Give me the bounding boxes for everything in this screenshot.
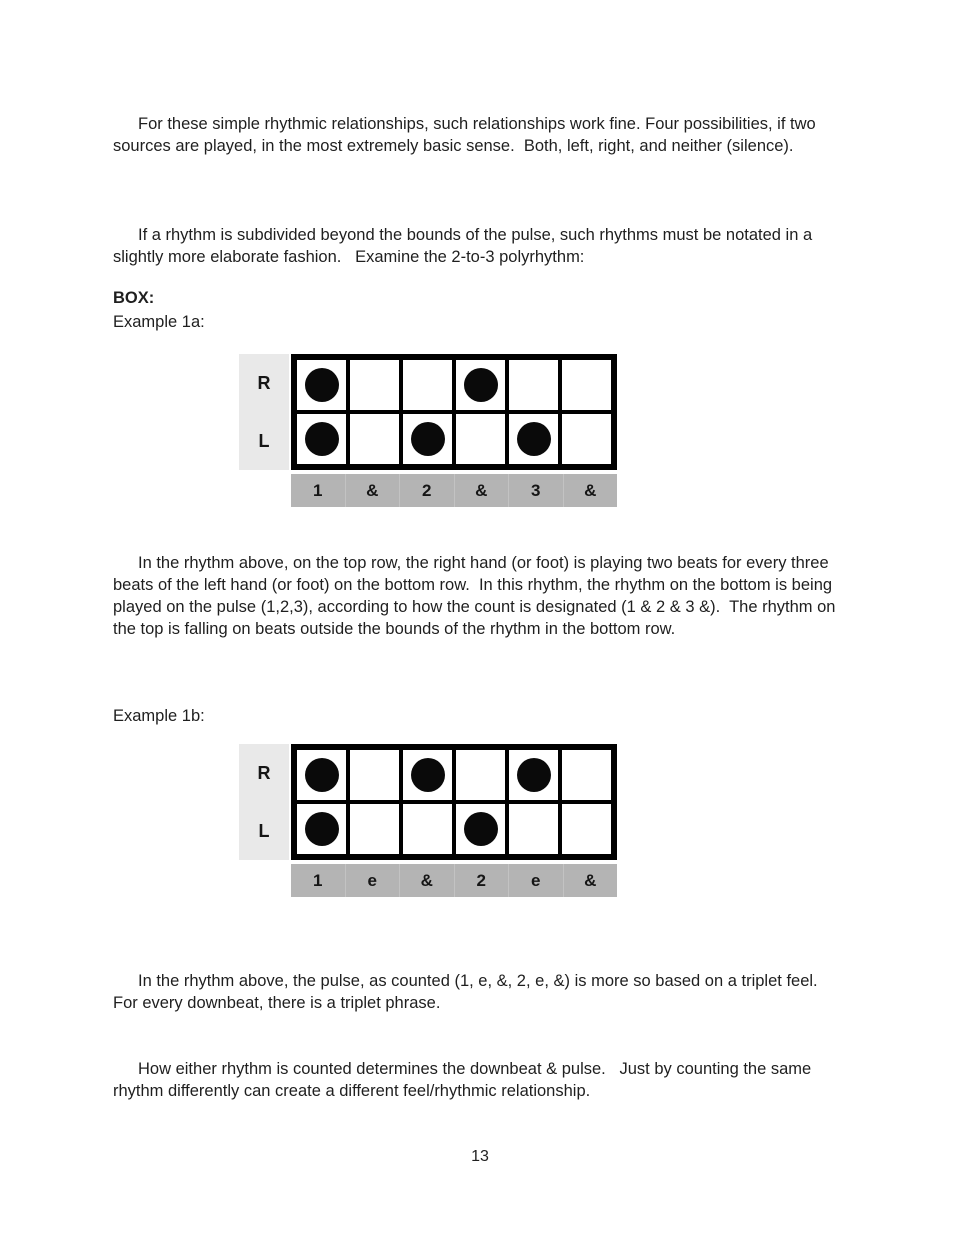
count-label: & (399, 864, 454, 897)
beat-cell-empty (507, 802, 560, 856)
hand-label-column-1b (239, 744, 289, 860)
beat-cell-empty (454, 412, 507, 466)
beat-dot (305, 368, 339, 402)
beat-cell-hit (295, 748, 348, 802)
rhythm-grid-figure-1a (239, 354, 617, 507)
count-label: e (508, 864, 563, 897)
beat-cell-hit (507, 748, 560, 802)
count-row-1b (291, 864, 617, 897)
beat-cell-hit (507, 412, 560, 466)
beat-cell-hit (295, 358, 348, 412)
count-row-1a (291, 474, 617, 507)
count-label: 2 (454, 864, 509, 897)
beat-cell-hit (295, 412, 348, 466)
beat-cell-empty (348, 358, 401, 412)
beat-cell-hit (401, 748, 454, 802)
box-label: BOX: (113, 289, 155, 307)
count-label: & (345, 474, 400, 507)
paragraph-conclusion: How either rhythm is counted determines the downbeat & pulse. Just by counting the same rhythm differently can create a different feel/rhythmic relationship. (113, 1060, 816, 1100)
beat-cell-empty (560, 412, 613, 466)
hand-label-column-1a (239, 354, 289, 470)
beat-cell-empty (401, 802, 454, 856)
rhythm-grid-figure-1b (239, 744, 617, 897)
paragraph-subdivision: If a rhythm is subdivided beyond the bounds of the pulse, such rhythms must be notated in a slightly more elaborate fashion. Examine the 2-to-3 polyrhythm: (113, 226, 817, 266)
example-1a-label: Example 1a: (113, 313, 205, 331)
beat-dot (464, 812, 498, 846)
right-hand-label: R (257, 762, 271, 783)
beat-dot (305, 422, 339, 456)
count-label: 3 (508, 474, 563, 507)
count-label: 2 (399, 474, 454, 507)
beat-dot (517, 422, 551, 456)
beat-cell-empty (560, 748, 613, 802)
grid-wrap-1a (239, 354, 617, 470)
beat-dot (305, 758, 339, 792)
beat-cell-hit (295, 802, 348, 856)
beat-dot (411, 422, 445, 456)
example-1b-label: Example 1b: (113, 707, 205, 725)
beat-cell-empty (507, 358, 560, 412)
count-label: 1 (313, 480, 323, 500)
paragraph-explanation-1b: In the rhythm above, the pulse, as counted (1, e, &, 2, e, &) is more so based on a triplet feel. For every downbeat, there is a triplet phrase. (113, 972, 827, 1012)
beat-cell-empty (454, 748, 507, 802)
paragraph-intro: For these simple rhythmic relationships, such relationships work fine. Four possibilities, if two sources are played, in the most extremely basic sense. Both, left, right, and neither (silence). (113, 115, 821, 155)
beat-cell-hit (454, 802, 507, 856)
beat-cell-empty (348, 412, 401, 466)
beat-cell-empty (348, 748, 401, 802)
beat-cell-empty (348, 802, 401, 856)
beat-cell-empty (560, 358, 613, 412)
beat-cell-hit (454, 358, 507, 412)
left-hand-label: L (258, 820, 270, 841)
beat-dot (305, 812, 339, 846)
beat-cell-hit (401, 412, 454, 466)
beat-cell-empty (560, 802, 613, 856)
beat-grid-1a (291, 354, 617, 470)
left-hand-label: L (258, 430, 270, 451)
paragraph-explanation-1a: In the rhythm above, on the top row, the right hand (or foot) is playing two beats for every three beats of the left hand (or foot) on the bottom row. In this rhythm, the rhythm on the bottom is being played on the pulse (1,2,3), according to how the count is designated (1 & 2 & 3 &). The rhythm on the top is falling on beats outside the bounds of the rhythm in the bottom row. (113, 554, 841, 638)
right-hand-label: R (257, 372, 271, 393)
count-label: e (345, 864, 400, 897)
beat-grid-1b (291, 744, 617, 860)
beat-dot (411, 758, 445, 792)
count-label: 1 (313, 870, 323, 890)
count-label: & (563, 864, 618, 897)
beat-cell-empty (401, 358, 454, 412)
beat-dot (517, 758, 551, 792)
count-label: & (563, 474, 618, 507)
grid-wrap-1b (239, 744, 617, 860)
count-label: & (454, 474, 509, 507)
beat-dot (464, 368, 498, 402)
page-number: 13 (471, 1148, 489, 1165)
